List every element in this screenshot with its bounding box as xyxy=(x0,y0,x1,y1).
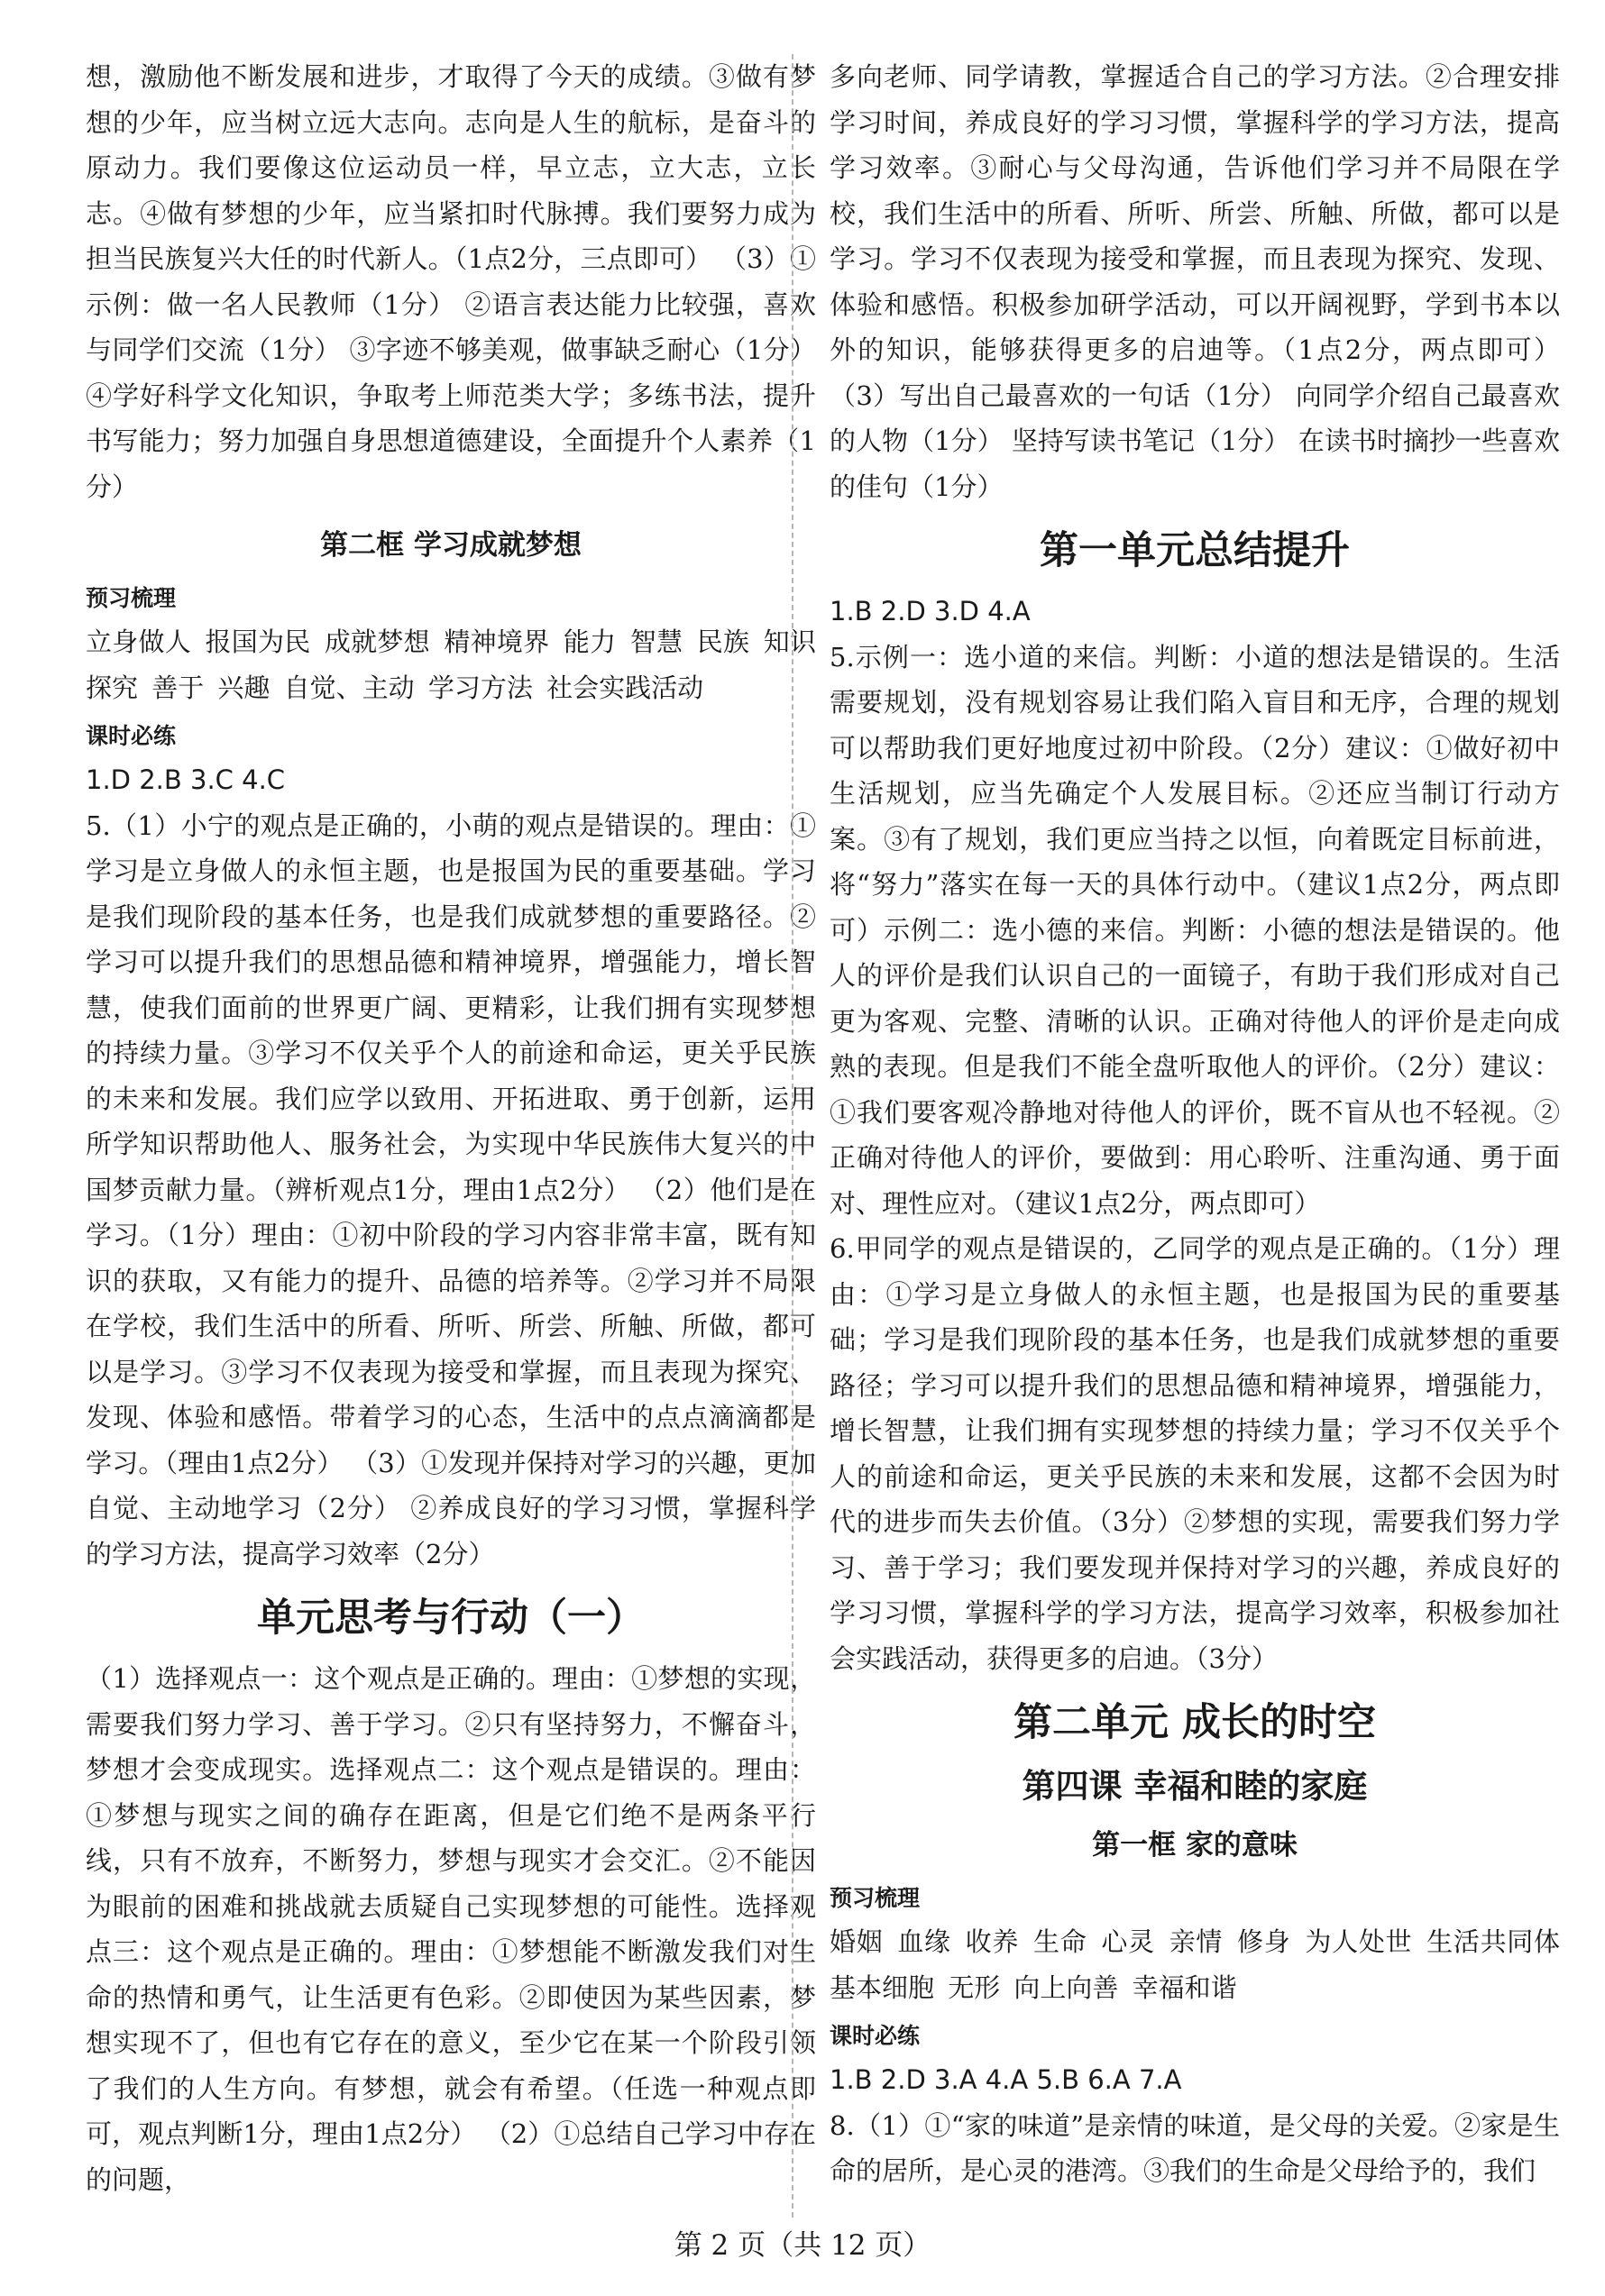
preview-label: 预习梳理 xyxy=(830,1885,921,1911)
unit2-title: 第二单元 成长的时空 xyxy=(1013,1700,1376,1745)
summary-question-5: 5.示例一：选小道的来信。判断：小道的想法是错误的。生活需要规划，没有规划容易让我们陷入盲目和无序，合理的规划可以帮助我们更好地度过初中阶段。（2分）建议：①做好初中生活规划，应当先确定个人发展目标。②还应当制订行动方案。③有了规划，我们更应当持之以恒，向着既定目标前进，将“努力”落实在每一天的具体行动中。（建议1点2分，两点即可）示例二：选小德的来信。判断：小德的想法是错误的。他人的评价是我们认识自己的一面镜子，有助于我们形成对自己更为客观、完整、清晰的认识。正确对待他人的评价是走向成熟的表现。但是我们不能全盘听取他人的评价。（2分）建议：①我们要客观冷静地对待他人的评价，既不盲从也不轻视。②正确对待他人的评价，要做到：用心聆听、注重沟通、勇于面对、理性应对。（建议1点2分，两点即可） xyxy=(830,641,1560,1219)
left-column xyxy=(86,54,816,2202)
column-divider xyxy=(792,54,793,2218)
practice-label: 课时必练 xyxy=(830,2023,921,2049)
page-footer: 第 2 页（共 12 页） xyxy=(674,2229,931,2262)
unit1-summary-title: 第一单元总结提升 xyxy=(1040,528,1350,573)
right-intro-paragraph: 多向老师、同学请教，掌握适合自己的学习方法。②合理安排学习时间，养成良好的学习习惯，掌握科学的学习方法，提高学习效率。③耐心与父母沟通，告诉他们学习并不局限在学校，我们生活中的所看、所听、所尝、所触、所做，都可以是学习。学习不仅表现为接受和掌握，而且表现为探究、发现、体验和感悟。积极参加研学活动，可以开阔视野，学到书本以外的知识，能够获得更多的启迪等。（1点2分，两点即可） （3）写出自己最喜欢的一句话（1分） 向同学介绍自己最喜欢的人物（1分） 坚持写读书笔记（1分） 在读书时摘抄一些喜欢的佳句（1分） xyxy=(830,61,1560,502)
unit-think-title: 单元思考与行动（一） xyxy=(257,1596,645,1641)
lesson4-title: 第四课 幸福和睦的家庭 xyxy=(1022,1767,1368,1806)
preview-terms: 立身做人 报国为民 成就梦想 精神境界 能力 智慧 民族 知识 探究 善于 兴趣 自觉、主动 学习方法 社会实践活动 xyxy=(86,627,816,703)
question-8-answer: 8.（1）①“家的味道”是亲情的味道，是父母的关爱。②家是生命的居所，是心灵的港湾。③我们的生命是父母给予的，我们 xyxy=(830,2109,1560,2186)
preview-terms: 婚姻 血缘 收养 生命 心灵 亲情 修身 为人处世 生活共同体 基本细胞 无形 向上向善 幸福和谐 xyxy=(830,1926,1560,2003)
unit-think-body: （1）选择观点一：这个观点是正确的。理由：①梦想的实现，需要我们努力学习、善于学习。②只有坚持努力，不懈奋斗，梦想才会变成现实。选择观点二：这个观点是错误的。理由：①梦想与现实之间的确存在距离，但是它们绝不是两条平行线，只有不放弃，不断努力，梦想与现实才会交汇。②不能因为眼前的困难和挑战就去质疑自己实现梦想的可能性。选择观点三：这个观点是正确的。理由：①梦想能不断激发我们对生命的热情和勇气，让生活更有色彩。②即使因为某些因素，梦想实现不了，但也有它存在的意义，至少它在某一个阶段引领了我们的人生方向。有梦想，就会有希望。（任选一种观点即可，观点判断1分，理由1点2分） （2）①总结自己学习中存在的问题， xyxy=(86,1663,816,2195)
right-column xyxy=(830,54,1560,2194)
left-intro-paragraph: 想，激励他不断发展和进步，才取得了今天的成绩。③做有梦想的少年，应当树立远大志向。志向是人生的航标，是奋斗的原动力。我们要像这位运动员一样，早立志，立大志，立长志。④做有梦想的少年，应当紧扣时代脉搏。我们要努力成为担当民族复兴大任的时代新人。（1点2分，三点即可） （3）①示例：做一名人民教师（1分） ②语言表达能力比较强，喜欢与同学们交流（1分） ③字迹不够美观，做事缺乏耐心（1分） ④学好科学文化知识，争取考上师范类大学；多练书法，提升书写能力；努力加强自身思想道德建设，全面提升个人素养（1分） xyxy=(86,61,816,502)
practice-answers: 1.B 2.D 3.A 4.A 5.B 6.A 7.A xyxy=(830,2064,1182,2095)
practice-answers: 1.D 2.B 3.C 4.C xyxy=(86,764,286,795)
summary-answers: 1.B 2.D 3.D 4.A xyxy=(830,596,1031,627)
question-5-answer: 5.（1）小宁的观点是正确的，小萌的观点是错误的。理由：①学习是立身做人的永恒主题，也是报国为民的重要基础。学习是我们现阶段的基本任务，也是我们成就梦想的重要路径。②学习可以提升我们的思想品德和精神境界，增强能力，增长智慧，使我们面前的世界更广阔、更精彩，让我们拥有实现梦想的持续力量。③学习不仅关乎个人的前途和命运，更关乎民族的未来和发展。我们应学以致用、开拓进取、勇于创新，运用所学知识帮助他人、服务社会，为实现中华民族伟大复兴的中国梦贡献力量。（辨析观点1分，理由1点2分） （2）他们是在学习。（1分）理由：①初中阶段的学习内容非常丰富，既有知识的获取，又有能力的提升、品德的培养等。②学习并不局限在学校，我们生活中的所看、所听、所尝、所触、所做，都可以是学习。③学习不仅表现为接受和掌握，而且表现为探究、发现、体验和感悟。带着学习的心态，生活中的点点滴滴都是学习。（理由1点2分） （3）①发现并保持对学习的兴趣，更加自觉、主动地学习（2分） ②养成良好的学习习惯，掌握科学的学习方法，提高学习效率（2分） xyxy=(86,810,816,1569)
summary-question-6: 6.甲同学的观点是错误的，乙同学的观点是正确的。（1分）理由：①学习是立身做人的永恒主题，也是报国为民的重要基础；学习是我们现阶段的基本任务，也是我们成就梦想的重要路径；学习可以提升我们的思想品德和精神境界，增强能力，增长智慧，让我们拥有实现梦想的持续力量；学习不仅关乎个人的前途和命运，更关乎民族的未来和发展，这都不会因为时代的进步而失去价值。（3分）②梦想的实现，需要我们努力学习、善于学习；我们要发现并保持对学习的兴趣，养成良好的学习习惯，掌握科学的学习方法，提高学习效率，积极参加社会实践活动，获得更多的启迪。（3分） xyxy=(830,1233,1560,1674)
frame1-title: 第一框 家的意味 xyxy=(1092,1829,1298,1861)
preview-label: 预习梳理 xyxy=(86,585,177,611)
practice-label: 课时必练 xyxy=(86,723,177,749)
section-title-learning-dreams: 第二框 学习成就梦想 xyxy=(320,529,582,562)
